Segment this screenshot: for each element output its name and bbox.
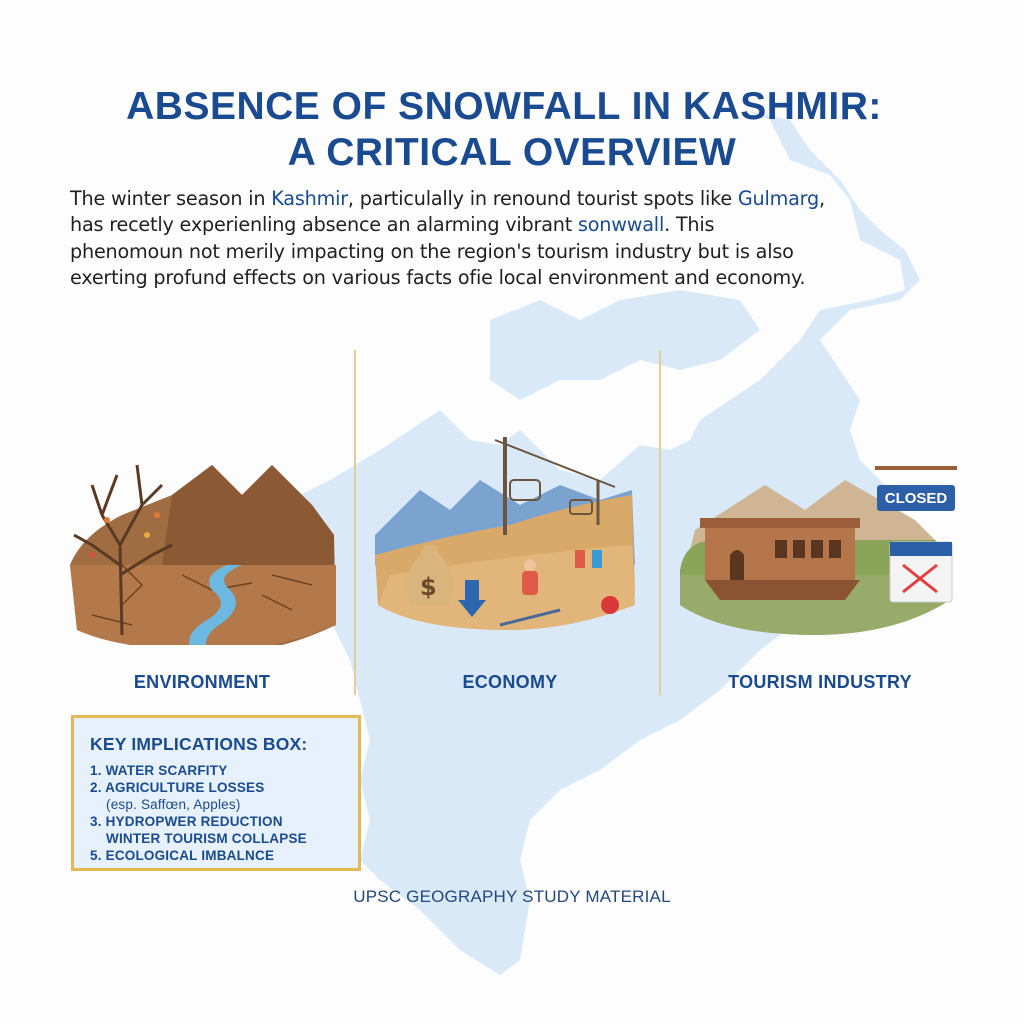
column-divider xyxy=(354,350,356,695)
key-implications-box xyxy=(71,715,361,871)
dry-landscape-icon xyxy=(62,425,342,645)
implication-item: 3. HYDROPWER REDUCTION xyxy=(90,814,283,829)
title-line-1: ABSENCE OF SNOWFALL IN KASHMIR: xyxy=(126,85,882,128)
panel-label-environment: ENVIRONMENT xyxy=(133,672,271,692)
implications-title: KEY IMPLICATIONS BOX: xyxy=(90,734,308,754)
tourism-panel xyxy=(675,450,965,695)
footer-caption: UPSC GEOGRAPHY STUDY MATERIAL xyxy=(353,887,671,906)
implication-item: (esp. Saffœn, Apples) xyxy=(106,797,241,812)
svg-text:CLOSED: CLOSED xyxy=(884,490,948,507)
implication-item: 2. AGRICULTURE LOSSES xyxy=(90,780,265,795)
implication-item: 5. ECOLOGICAL IMBALNCE xyxy=(90,848,275,863)
svg-text:$: $ xyxy=(420,573,437,601)
intro-paragraph: The winter season in Kashmir, particulally in renound tourist spots like Gulmarg, has recetly experienling absence an alarming vibrant sonwwall. This phenomoun not merily impacting on the region's tourism industry but is also exerting profund effects on various facts ofie local environment and economy. xyxy=(70,187,825,290)
economy-panel xyxy=(370,425,650,695)
title-line-2: A CRITICAL OVERVIEW xyxy=(287,131,737,174)
panel-label-economy: ECONOMY xyxy=(462,672,558,692)
implication-item: WINTER TOURISM COLLAPSE xyxy=(106,831,307,846)
implication-item: 1. WATER SCARFITY xyxy=(90,763,228,778)
ski-resort-icon xyxy=(370,425,650,645)
environment-panel xyxy=(62,425,342,695)
houseboat-closed-icon xyxy=(675,450,965,645)
gulmarg-highlight: Gulmarg xyxy=(737,187,819,210)
panel-label-tourism: TOURISM INDUSTRY xyxy=(728,672,912,692)
kashmir-highlight: Kashmir xyxy=(271,187,348,210)
column-divider xyxy=(659,350,661,695)
